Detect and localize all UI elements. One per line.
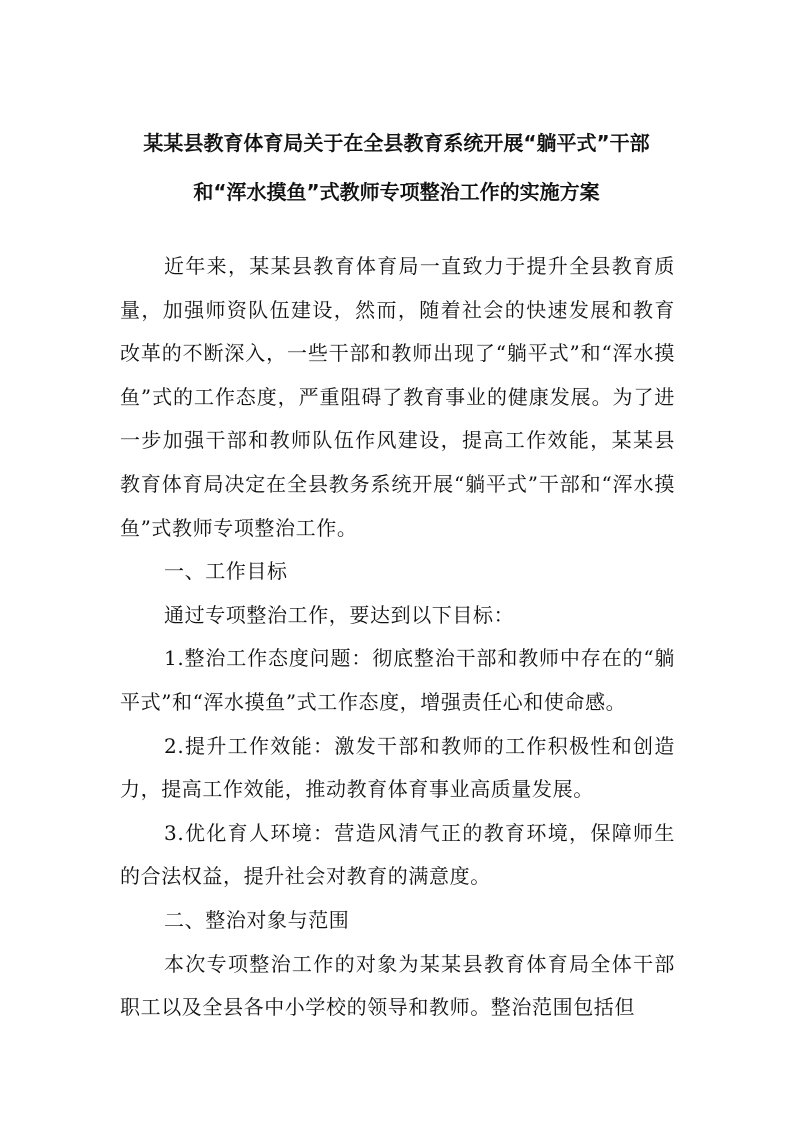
section-heading-goals: 一、工作目标 bbox=[164, 559, 288, 584]
intro-paragraph: 近年来，某某县教育体育局一直致力于提升全县教育质量，加强师资队伍建设，然而，随着社会的快速发展和教育改革的不断深入，一些干部和教师出现了“躺平式”和“浑水摸鱼”式的工作态度，严重阻碍了教育事业的健康发展。为了进一步加强干部和教师队伍作风建设，提高工作效能，某某县教育体育局决定在全县教务系统开展“躺平式”干部和“浑水摸鱼”式教师专项整治工作。 bbox=[120, 254, 675, 540]
goal-item-1: 1.整治工作态度问题：彻底整治干部和教师中存在的“躺平式”和“浑水摸鱼”式工作态度，增强责任心和使命感。 bbox=[120, 646, 675, 714]
document-title-line-1: 某某县教育体育局关于在全县教育系统开展“躺平式”干部 bbox=[143, 131, 650, 155]
document-body bbox=[120, 245, 675, 1030]
goal-item-2: 2.提升工作效能：激发干部和教师的工作积极性和创造力，提高工作效能，推动教育体育事业高质量发展。 bbox=[120, 733, 675, 802]
scope-paragraph: 本次专项整治工作的对象为某某县教育体育局全体干部职工以及全县各中小学校的领导和教师。整治范围包括但 bbox=[120, 951, 675, 1020]
document-title-line-2: 和“浑水摸鱼”式教师专项整治工作的实施方案 bbox=[193, 180, 600, 204]
section-heading-scope: 二、整治对象与范围 bbox=[164, 907, 350, 932]
goal-item-3: 3.优化育人环境：营造风清气正的教育环境，保障师生的合法权益，提升社会对教育的满意度。 bbox=[120, 820, 675, 889]
goals-intro-paragraph: 通过专项整治工作，要达到以下目标： bbox=[164, 602, 515, 627]
